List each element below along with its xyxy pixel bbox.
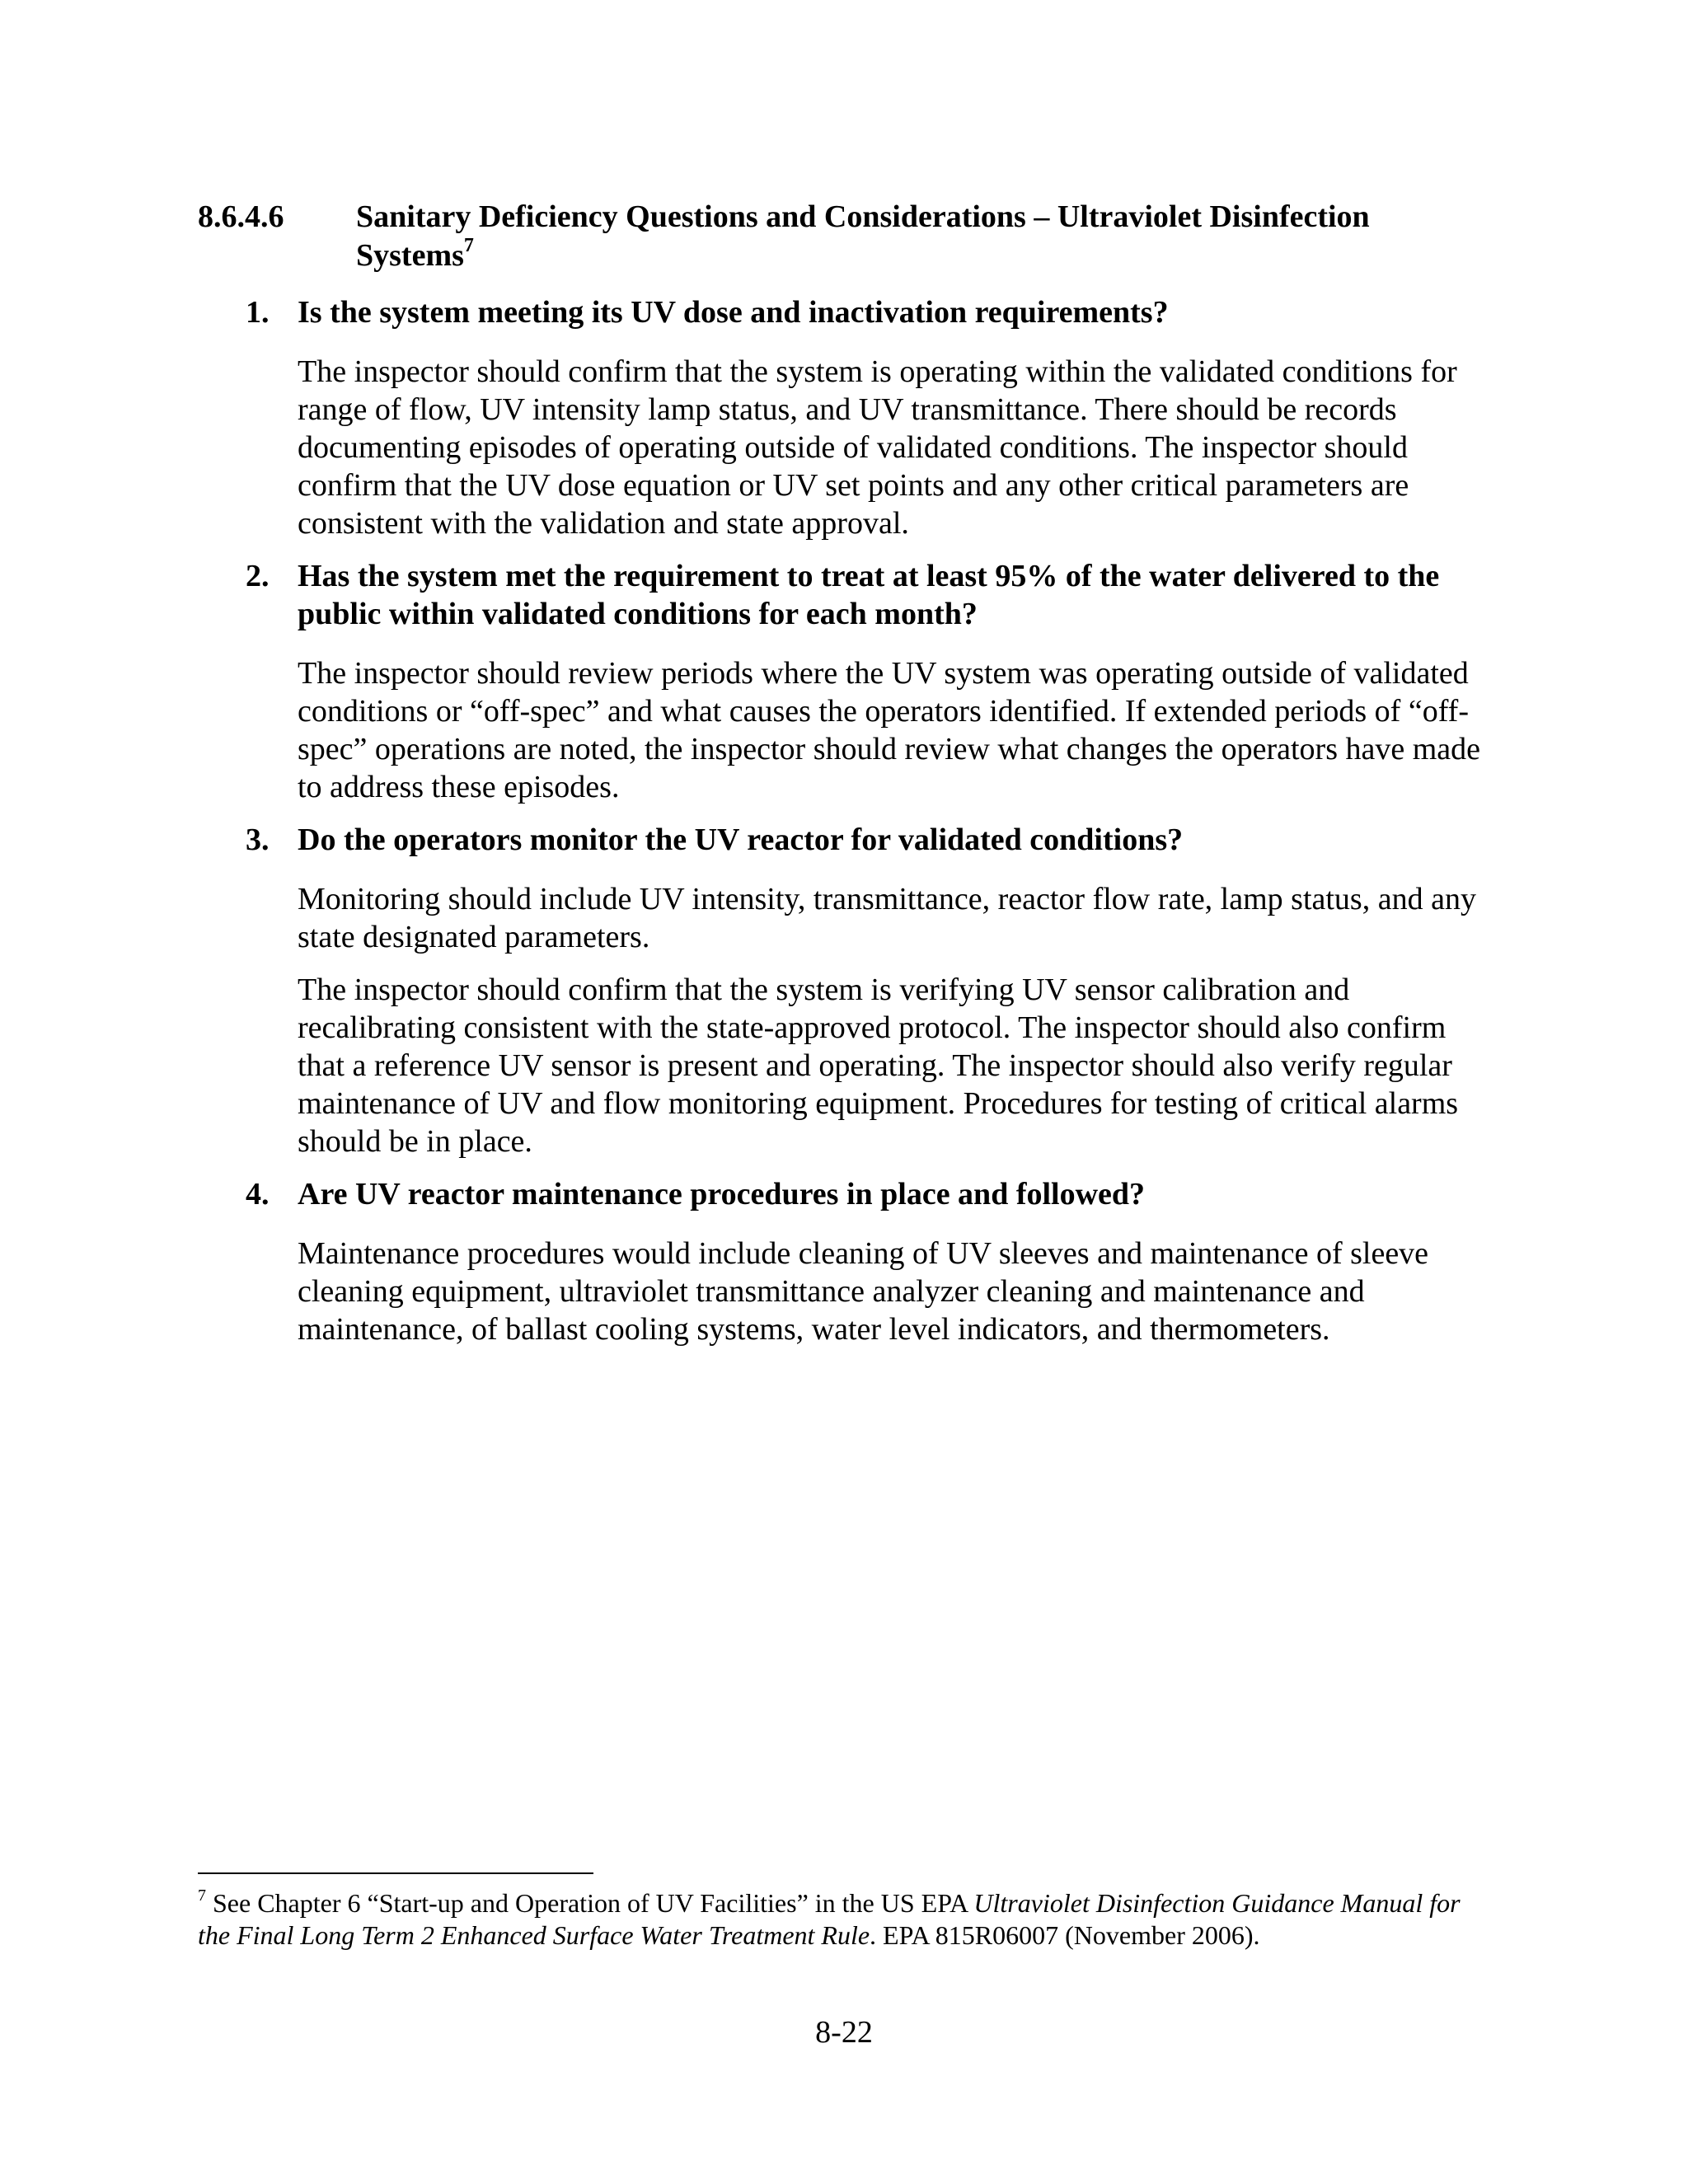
question-number: 2.: [246, 559, 270, 593]
question-paragraph: The inspector should confirm that the system is verifying UV sensor calibration and recalibrating consistent with the state-approved protocol. The inspector should also confirm that a reference UV sensor is present and operating. The inspector should also verify regular maintenance of UV and flow monitoring equipment. Procedures for testing of critical alarms should be in place.: [298, 972, 1459, 1159]
question-number: 3.: [246, 823, 270, 857]
page-number: 8-22: [815, 2015, 873, 2050]
question-text: Do the operators monitor the UV reactor for validated conditions?: [298, 823, 1184, 857]
question-number: 4.: [246, 1177, 270, 1212]
question-item: [198, 293, 1492, 542]
footnote-marker: 7: [198, 1886, 206, 1905]
footnote-text: See Chapter 6 “Start-up and Operation of UV Facilities” in the US EPA: [206, 1888, 974, 1918]
question-paragraph: The inspector should confirm that the system is operating within the validated conditions for range of flow, UV intensity lamp status, and UV transmittance. There should be records documenting episodes of operating outside of validated conditions. The inspector should confirm that the UV dose equation or UV set points and any other critical parameters are consistent with the validation and state approval.: [298, 354, 1457, 541]
question-text: Are UV reactor maintenance procedures in place and followed?: [298, 1177, 1146, 1212]
question-paragraph: The inspector should review periods where the UV system was operating outside of validated conditions or “off-spec” and what causes the operators identified. If extended periods of “off-spec” operations are noted, the inspector should review what changes the operators have made to address these episodes.: [298, 656, 1481, 804]
question-item: [198, 557, 1492, 806]
question-item: [198, 1175, 1492, 1348]
section-title: [356, 198, 1484, 275]
footnote: [198, 1887, 1492, 1952]
question-text: Is the system meeting its UV dose and inactivation requirements?: [298, 295, 1169, 330]
section-heading: [198, 198, 1484, 275]
question-text: Has the system met the requirement to treat at least 95% of the water delivered to the public within validated conditions for each month?: [298, 559, 1440, 631]
question-paragraph: Monitoring should include UV intensity, transmittance, reactor flow rate, lamp status, and any state designated parameters.: [298, 882, 1476, 954]
footnote-separator: [198, 1872, 593, 1874]
footnote-reference[interactable]: 7: [463, 235, 474, 257]
question-number: 1.: [246, 295, 270, 330]
question-paragraph: Maintenance procedures would include cleaning of UV sleeves and maintenance of sleeve cleaning equipment, ultraviolet transmittance analyzer cleaning and maintenance and maintenance, of ballast cooling systems, water level indicators, and thermometers.: [298, 1236, 1429, 1347]
footnote-cited-title: Ultraviolet Disinfection Guidance Manual for the Final Long Term 2 Enhanced Surface Water Treatment Rule: [198, 1888, 1461, 1950]
section-number: 8.6.4.6: [198, 199, 284, 234]
footnote-text-end: . EPA 815R06007 (November 2006).: [870, 1920, 1260, 1950]
section-title-text: Sanitary Deficiency Questions and Considerations – Ultraviolet Disinfection Systems: [356, 199, 1370, 273]
question-list: [198, 293, 1492, 1363]
question-item: [198, 821, 1492, 1160]
